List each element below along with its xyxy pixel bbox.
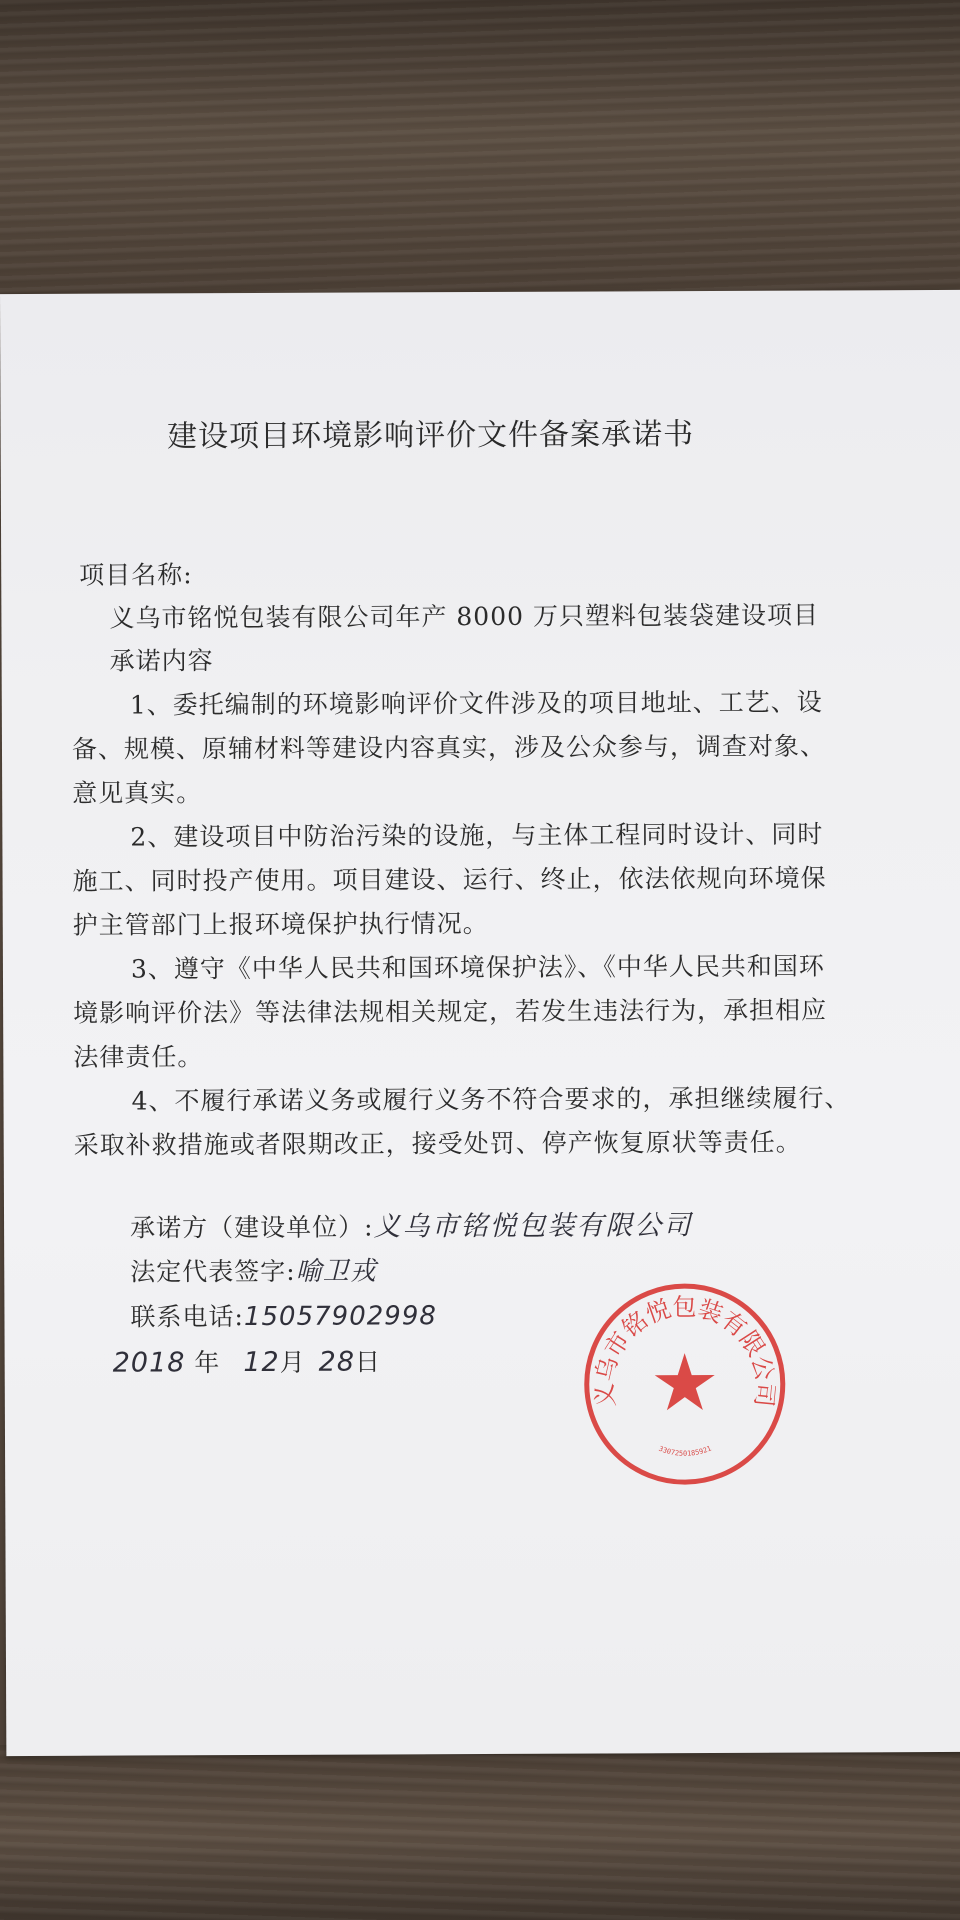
item3-line1: 3、遵守《中华人民共和国环境保护法》、《中华人民共和国环 <box>130 951 825 984</box>
date-month-char: 月 <box>279 1347 306 1377</box>
item2-line3: 护主管部门上报环境保护执行情况。 <box>72 908 489 940</box>
representative-label: 法定代表签字: <box>130 1256 296 1287</box>
date-row <box>113 1342 381 1379</box>
item4-line1: 4、不履行承诺义务或履行义务不符合要求的，承担继续履行、 <box>131 1083 851 1116</box>
project-name: 义乌市铭悦包装有限公司年产 8000 万只塑料包装袋建设项目 <box>109 600 820 633</box>
seal-text: 义乌市铭悦包装有限公司 <box>590 1293 780 1409</box>
project-label: 项目名称: <box>79 560 193 590</box>
item2-line1: 2、建设项目中防治污染的设施，与主体工程同时设计、同时 <box>130 819 824 852</box>
item1-line1: 1、委托编制的环境影响评价文件涉及的项目地址、工艺、设 <box>129 687 823 720</box>
wooden-desk-bottom <box>0 1745 960 1920</box>
item2-line2: 施工、同时投产使用。项目建设、运行、终止，依法依规向环境保 <box>72 863 827 896</box>
item3-line2: 境影响评价法》等法律法规相关规定，若发生违法行为，承担相应 <box>73 995 828 1028</box>
promisor-signature: 义乌市铭悦包装有限公司 <box>373 1210 693 1243</box>
date-year-char: 年 <box>194 1348 221 1378</box>
item1-line2: 备、规模、原辅材料等建设内容真实，涉及公众参与，调查对象、 <box>71 731 827 764</box>
representative-signature: 喻卫戎 <box>295 1256 377 1287</box>
representative-row <box>130 1250 377 1288</box>
phone-label: 联系电话: <box>130 1302 244 1332</box>
date-day-char: 日 <box>354 1347 382 1377</box>
item4-line2: 采取补救措施或者限期改正，接受处罚、停产恢复原状等责任。 <box>73 1127 802 1160</box>
document-paper <box>0 290 960 1756</box>
item1-line3: 意见真实。 <box>72 778 203 808</box>
phone-number: 15057902998 <box>243 1301 437 1333</box>
date-year: 2018 <box>112 1347 186 1379</box>
phone-row <box>130 1296 437 1333</box>
wooden-desk-top <box>0 0 960 300</box>
date-month: 12 <box>243 1346 280 1379</box>
seal-code: 3307250185921 <box>657 1444 713 1458</box>
date-day: 28 <box>318 1346 356 1378</box>
document-title: 建设项目环境影响评价文件备案承诺书 <box>167 417 695 455</box>
commitment-label: 承诺内容 <box>109 646 214 676</box>
seal-star-icon <box>655 1353 715 1410</box>
company-seal <box>579 1279 790 1490</box>
promisor-row <box>130 1203 693 1244</box>
promisor-label: 承诺方（建设单位）: <box>130 1212 374 1243</box>
item3-line3: 法律责任。 <box>73 1042 204 1072</box>
